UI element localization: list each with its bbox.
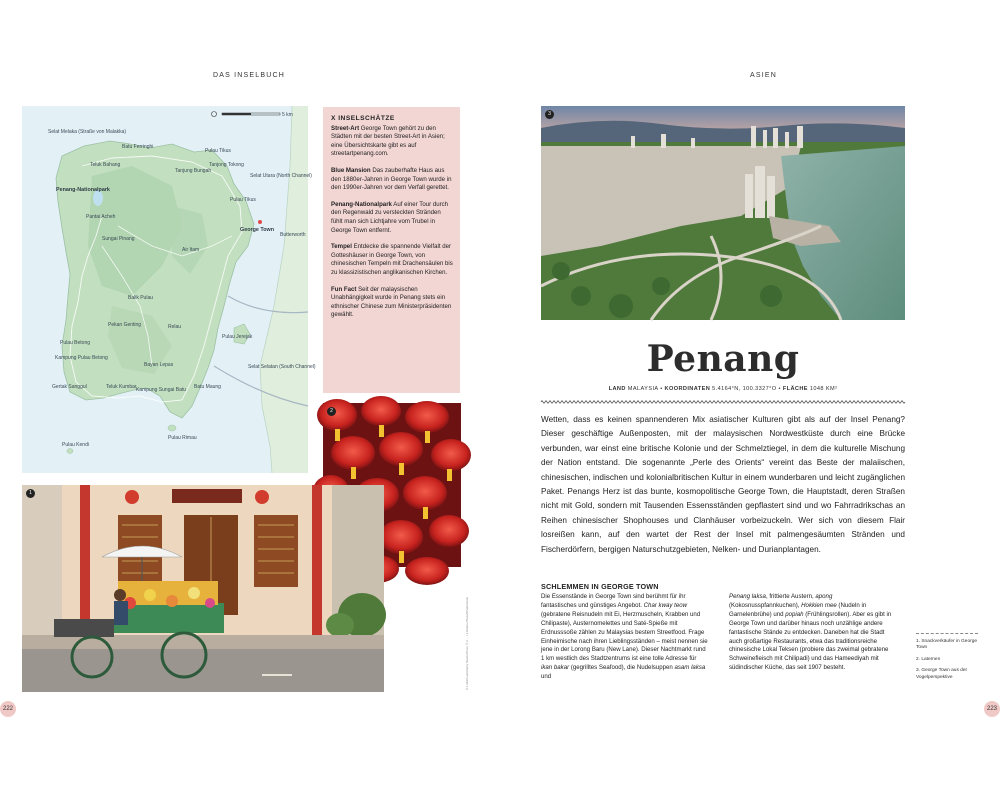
map-label: Relau — [168, 324, 182, 330]
inselschaetze-item — [331, 201, 453, 235]
map-label: Penang-Nationalpark — [56, 187, 110, 193]
caption: 3. George Town aus der Vogelperspektive — [916, 668, 968, 680]
item-term: Tempel — [331, 243, 352, 251]
caption: 2. Laternen — [916, 656, 941, 662]
running-head-left: DAS INSELBUCH — [213, 72, 286, 79]
map-label: Pulau Rimau — [168, 435, 197, 441]
map-label: Tanjung Bungah — [175, 168, 212, 174]
photo-captions — [916, 633, 978, 686]
page-number-right: 223 — [984, 701, 1000, 717]
george-town-marker — [258, 220, 262, 224]
item-text: George Town gehört zu den Städten mit der besten Street-Art in Asien; eine Übersichtskarte gibt es auf streetartpenang.com. — [331, 124, 445, 158]
inselschaetze-box — [323, 107, 460, 393]
map-label: Bayan Lepas — [144, 362, 174, 368]
item-text: Seit der malaysischen Unabhängigkeit wurde in Penang stets ein ethnischer Chinese zum Ministerpräsidenten gewählt. — [331, 285, 452, 319]
map-label: Selat Utara (North Channel) — [250, 173, 312, 179]
item-term: Penang-Nationalpark — [331, 200, 392, 208]
inselschaetze-item — [331, 167, 453, 193]
section-heading: SCHLEMMEN IN GEORGE TOWN — [541, 582, 659, 591]
inselschaetze-item — [331, 286, 453, 320]
map-label: Tanjong Tokong — [209, 162, 244, 168]
inselschaetze-heading: X INSELSCHÄTZE — [331, 115, 395, 122]
map-label: Pulau Jerejak — [222, 334, 253, 340]
item-term: Street-Art — [331, 124, 360, 132]
page-number-left: 222 — [0, 701, 16, 717]
map-label: Pulau Tikus — [230, 197, 256, 203]
map-label: Pekan Genting — [108, 322, 142, 328]
inselschaetze-item — [331, 243, 453, 277]
inselschaetze-item — [331, 125, 453, 159]
map-label: Pulau Kendi — [62, 442, 89, 448]
map-label: Air Itam — [182, 247, 200, 253]
map-label: Kampung Sungai Batu — [136, 387, 187, 393]
map-label: Teluk Bahang — [90, 162, 121, 168]
meta-line: LAND MALAYSIA • KOORDINATEN 5.4164°N, 100.3327°O • FLÄCHE 1048 KM² — [608, 386, 838, 392]
map-label: Batu Ferringhi — [122, 144, 154, 150]
map-scale-label: 5 km — [282, 112, 293, 118]
intro-text: Wetten, dass es keinen spannenderen Mix asiatischer Kulturen gibt als auf der Insel Penang? Dieser geschäftige Außenposten, mit der malaysischen Nordwestküste durch eine Brücke verbunden, war einst eine britische Kolonie und der Schmelztiegel, in dem die kulturelle Mischung der Nation entstand. Die sogenannte „Perle des Orients“ vereint das Beste der malaiischen, chinesischen, indischen und kolonialbritischen Kultur in einem wunderbaren und leicht zugänglichen Paket. Penangs Herz ist das bunte, kosmopolitische George Town, die Hauptstadt, deren Straßen nicht mit Gold, sondern mit Tausenden Essensständen gepflastert sind und wo Fahrradrikschas an Reihen chinesischer Shophouses und Clanhäuser vorbeizuckeln. Wer sich von diesem Flair losreißen kann, auf den wartet der Rest der Insel mit palmengesäumten Stränden und Fischerdörfern, bergigen Naturschutzgebieten, Nelken- und Durianplantagen. — [541, 415, 905, 554]
body-column-2: Penang laksa, frittierte Austern, apong (Kokosnusspfannkuchen), Hokkien mee (Nudeln in Garnelenbrühe) und popiah (Frühlingsrollen). Aber es gibt in George Town und darüber hinaus noch unzählige andere fantastische Stände zu entdecken. Daneben hat die Stadt auch großartige Restaurants, etwa das traditionsreiche chinesische Lokal Teksen (probiere das zweimal gebratene Schweinefleisch mit Chilipadi) und das Hameediyah mit südindischer Küche, das seit 1907 besteht. — [729, 593, 892, 672]
item-text: Auf einer Tour durch den Regenwald zu versteckten Stränden fühlt man sich Lichtjahre vom Trubel in George Town entfernt. — [331, 200, 449, 234]
wavy-divider — [541, 398, 905, 406]
item-term: Fun Fact — [331, 285, 357, 293]
map-label: Pulau Tikus — [205, 148, 231, 154]
item-text: Entdecke die spannende Vielfalt der Gotteshäuser in George Town, von chinesischen Tempeln mit Drachensäulen bis zu klassizistischen anglikanischen Kirchen. — [331, 243, 453, 276]
map-label: Selat Selatan (South Channel) — [248, 364, 316, 370]
map-label: Teluk Kumbar — [106, 384, 137, 390]
photo-credit: © 1 Mdd Lee/Alamy Stock Photo; © 2 ... / 3 Kaboo Photo/Shutterstock — [465, 597, 469, 690]
map-label: Gertak Sanggul — [52, 384, 87, 390]
body-column-1: Die Essenstände in George Town sind berühmt für ihr fantastisches und günstiges Angebot. Char kway teow (gebratene Reisnudeln mit Ei, Herzmuscheln, Krabben und Chilipaste), Austernomelettes und Saté-Spieße mit Erdnusssoße zählen zu Malaysias bestem Streetfood. Frage Einheimische nach ihren Lieblingsständen – meist nennen sie jene in der Lorong Baru (New Lane). Dieser Nachtmarkt rund 1 km westlich des Stadtzentrums ist eine tolle Adresse für ikan bakar (gegrilltes Seafood), die Nudelsuppen asam laksa und — [541, 593, 708, 681]
running-head-right: ASIEN — [750, 72, 778, 79]
photo-badge-1: 1 — [26, 489, 35, 498]
item-term: Blue Mansion — [331, 166, 371, 174]
street-vendor-photo — [22, 485, 384, 692]
page-title: Penang — [646, 338, 800, 380]
map-label: Pulau Betong — [60, 340, 91, 346]
map-label: Pantai Acheh — [86, 214, 116, 220]
aerial-photo — [541, 106, 905, 320]
penang-map — [22, 106, 316, 473]
map-label: George Town — [240, 227, 275, 233]
caption: 1. Snackverkäufer in George Town — [916, 639, 978, 651]
map-label: Balik Pulau — [128, 295, 154, 301]
item-text: Das zauberhafte Haus aus den 1880er-Jahren in George Town wurde in den 1990er-Jahren vor dem Verfall gerettet. — [331, 166, 452, 192]
map-label: Sungai Pinang — [102, 236, 135, 242]
map-label: Butterworth — [280, 232, 306, 238]
photo-badge-2: 2 — [327, 407, 336, 416]
map-label: Kampung Pulau Betong — [55, 355, 108, 361]
map-label: Batu Maung — [194, 384, 221, 390]
map-label: Selat Melaka (Straße von Malakka) — [48, 129, 127, 135]
photo-badge-3: 3 — [545, 110, 554, 119]
